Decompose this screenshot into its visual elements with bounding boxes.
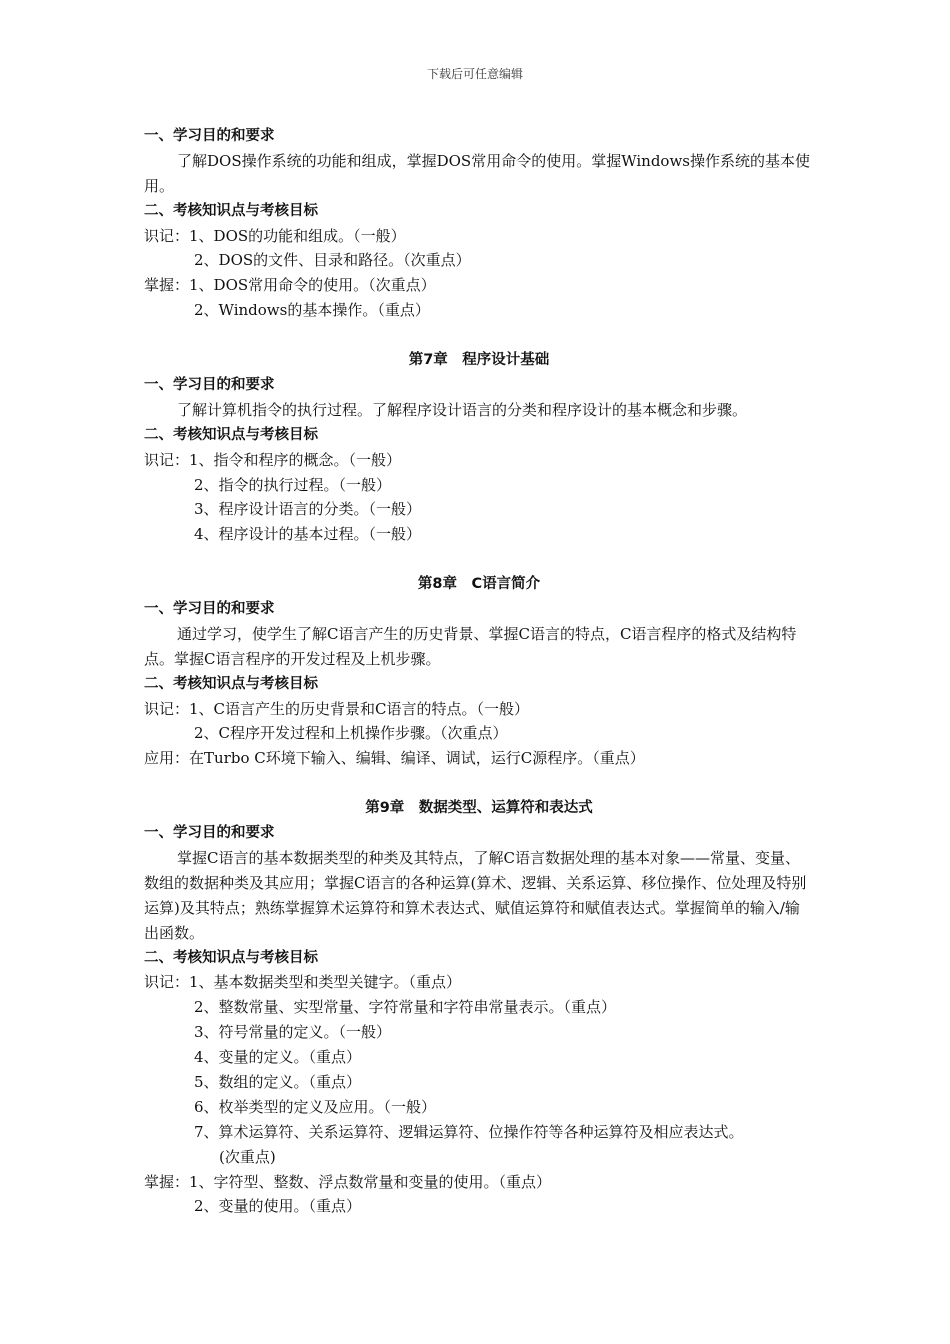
section-heading: 二、考核知识点与考核目标 <box>144 426 318 443</box>
list-item: 2、C程序开发过程和上机操作步骤。（次重点） <box>194 724 508 743</box>
list-item: 7、算术运算符、关系运算符、逻辑运算符、位操作符等各种运算符及相应表达式。 <box>194 1122 744 1141</box>
list-item: 识记：1、C语言产生的历史背景和C语言的特点。（一般） <box>144 699 530 718</box>
list-item: 5、数组的定义。（重点） <box>194 1072 362 1091</box>
list-item: 2、变量的使用。（重点） <box>194 1197 362 1216</box>
list-item-continuation: (次重点) <box>219 1147 276 1166</box>
list-item: 6、枚举类型的定义及应用。（一般） <box>194 1097 437 1116</box>
section-heading: 二、考核知识点与考核目标 <box>144 675 318 692</box>
list-item: 2、指令的执行过程。（一般） <box>194 475 392 494</box>
section-heading: 一、学习目的和要求 <box>144 128 275 144</box>
page-header: 下载后可任意编辑 <box>426 67 523 81</box>
paragraph: 了解计算机指令的执行过程。了解程序设计语言的分类和程序设计的基本概念和步骤。 <box>177 400 748 419</box>
section-heading: 二、考核知识点与考核目标 <box>144 202 318 219</box>
paragraph: 了解DOS操作系统的功能和组成，掌握DOS常用命令的使用。掌握Windows操作系统的基本使用。 <box>144 151 810 195</box>
list-item: 掌握：1、字符型、整数、浮点数常量和变量的使用。（重点） <box>144 1172 552 1191</box>
list-item: 识记：1、DOS的功能和组成。（一般） <box>144 226 406 245</box>
section-heading: 二、考核知识点与考核目标 <box>144 949 318 966</box>
chapter-title: 第8章 C语言简介 <box>417 576 541 593</box>
list-item: 4、程序设计的基本过程。（一般） <box>194 525 422 544</box>
list-item: 识记：1、基本数据类型和类型关键字。（重点） <box>144 973 462 992</box>
section-heading: 一、学习目的和要求 <box>144 600 275 617</box>
list-item: 3、程序设计语言的分类。（一般） <box>194 500 422 519</box>
list-item: 3、符号常量的定义。（一般） <box>194 1023 392 1042</box>
list-item: 识记：1、指令和程序的概念。（一般） <box>144 450 402 469</box>
list-item: 2、Windows的基本操作。（重点） <box>194 301 430 320</box>
paragraph: 掌握C语言的基本数据类型的种类及其特点，了解C语言数据处理的基本对象——常量、变量、数组的数据种类及其应用；掌握C语言的各种运算(算术、逻辑、关系运算、移位操作、位处理及特别运算)及其特点；熟练掌握算术运算符和算术表达式、赋值运算符和赋值表达式。掌握简单的输入/输出函数。 <box>144 848 807 942</box>
section-heading: 一、学习目的和要求 <box>144 376 275 393</box>
chapter-title: 第9章 数据类型、运算符和表达式 <box>365 800 593 817</box>
document-body <box>144 124 814 1219</box>
list-item: 4、变量的定义。（重点） <box>194 1048 362 1067</box>
paragraph: 通过学习，使学生了解C语言产生的历史背景、掌握C语言的特点，C语言程序的格式及结构特点。掌握C语言程序的开发过程及上机步骤。 <box>144 624 797 668</box>
section-heading: 一、学习目的和要求 <box>144 825 275 842</box>
chapter-title: 第7章 程序设计基础 <box>408 352 550 369</box>
list-item: 2、DOS的文件、目录和路径。（次重点） <box>194 251 471 270</box>
list-item: 掌握：1、DOS常用命令的使用。（次重点） <box>144 276 436 295</box>
list-item: 应用：在Turbo C环境下输入、编辑、编译、调试，运行C源程序。（重点） <box>144 749 645 768</box>
list-item: 2、整数常量、实型常量、字符常量和字符串常量表示。（重点） <box>194 998 617 1017</box>
